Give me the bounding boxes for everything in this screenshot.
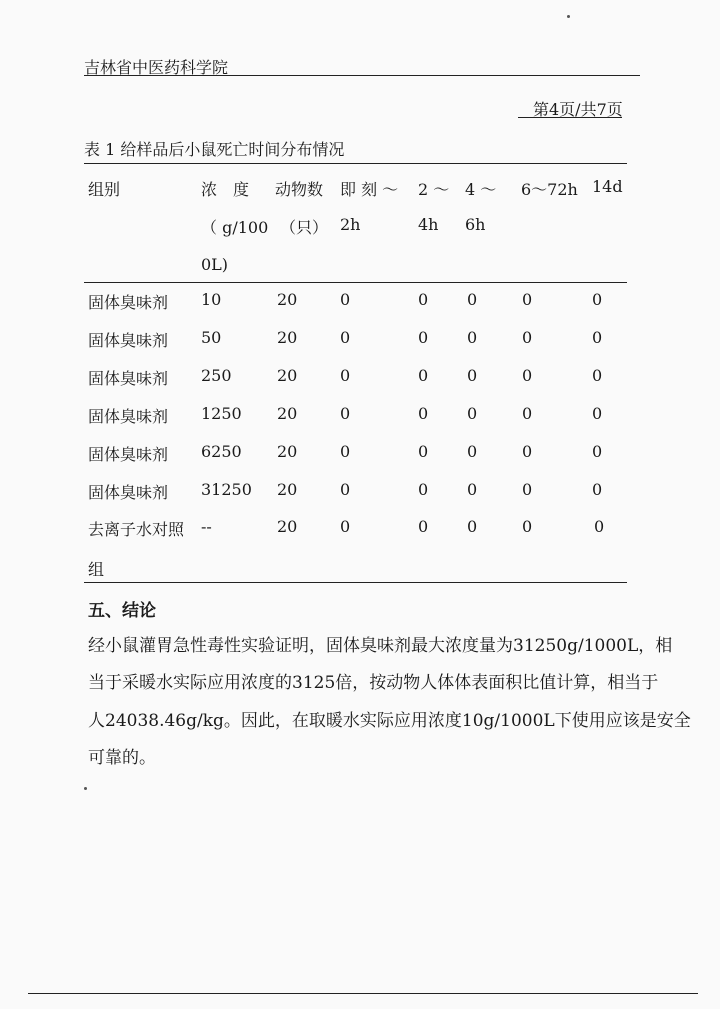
cell-animals: 20 [277, 404, 298, 423]
cell-t4: 0 [522, 480, 533, 499]
header-time-0-2h: 即 刻 ～ [340, 180, 399, 199]
organization-header: 吉林省中医药科学院 [84, 58, 229, 77]
cell-animals: 20 [277, 366, 298, 385]
page-number-rule [518, 117, 622, 118]
table-row [0, 290, 720, 320]
cell-t5: 0 [592, 366, 603, 385]
table-bottom-rule [84, 582, 627, 583]
cell-animals: 20 [277, 442, 298, 461]
cell-conc: 1250 [201, 404, 242, 423]
cell-t2: 0 [418, 442, 429, 461]
header-group: 组别 [88, 180, 121, 199]
cell-animals: 20 [277, 328, 298, 347]
cell-t5: 0 [592, 290, 603, 309]
page-number: 第4页/共7页 [533, 100, 623, 119]
cell-group: 固体臭味剂 [88, 407, 169, 426]
cell-t5: 0 [592, 328, 603, 347]
header-rule [84, 75, 640, 76]
cell-t4: 0 [522, 404, 533, 423]
cell-t2: 0 [418, 328, 429, 347]
table-caption: 表 1 给样品后小鼠死亡时间分布情况 [84, 140, 345, 159]
cell-t4: 0 [522, 442, 533, 461]
cell-t4: 0 [522, 328, 533, 347]
cell-group-cont: 组 [88, 560, 105, 579]
cell-t3: 0 [467, 442, 478, 461]
table-row [0, 404, 720, 434]
cell-t4: 0 [522, 366, 533, 385]
cell-animals: 20 [277, 517, 298, 536]
header-time-4-6h-unit: 6h [465, 215, 486, 234]
cell-t3: 0 [467, 328, 478, 347]
table-top-rule [84, 163, 627, 164]
header-time-0-2h-unit: 2h [340, 215, 361, 234]
table-header-rule [84, 282, 627, 283]
cell-group: 去离子水对照 [88, 520, 185, 539]
cell-t2: 0 [418, 404, 429, 423]
footer-rule [28, 993, 698, 994]
cell-conc: -- [201, 517, 212, 536]
conclusion-line-1: 经小鼠灌胃急性毒性实验证明，固体臭味剂最大浓度量为31250g/1000L，相 [88, 636, 673, 656]
header-animals-unit: （只） [280, 218, 329, 237]
conclusion-line-2: 当于采暖水实际应用浓度的3125倍，按动物人体体表面积比值计算，相当于 [88, 673, 659, 693]
cell-t5: 0 [592, 404, 603, 423]
cell-t2: 0 [418, 480, 429, 499]
cell-group: 固体臭味剂 [88, 331, 169, 350]
header-conc-unit-cont: 0L) [201, 255, 229, 274]
cell-t5: 0 [594, 517, 605, 536]
cell-t1: 0 [340, 328, 351, 347]
table-row [0, 480, 720, 510]
header-conc-unit: （ g/100 [201, 218, 269, 237]
cell-t3: 0 [467, 404, 478, 423]
cell-animals: 20 [277, 290, 298, 309]
section-title-conclusion: 五、结论 [88, 601, 156, 621]
cell-t1: 0 [340, 404, 351, 423]
cell-t4: 0 [522, 290, 533, 309]
cell-t3: 0 [467, 480, 478, 499]
cell-group: 固体臭味剂 [88, 369, 169, 388]
table-row [0, 328, 720, 358]
cell-conc: 250 [201, 366, 232, 385]
cell-group: 固体臭味剂 [88, 293, 169, 312]
scan-speck [84, 787, 87, 790]
cell-t1: 0 [340, 480, 351, 499]
conclusion-line-4: 可靠的。 [88, 748, 156, 768]
cell-t5: 0 [592, 442, 603, 461]
cell-t3: 0 [467, 290, 478, 309]
cell-t2: 0 [418, 290, 429, 309]
conclusion-line-3: 人24038.46g/kg。因此，在取暖水实际应用浓度10g/1000L下使用应该是安全 [88, 711, 691, 731]
scan-speck [567, 15, 570, 18]
cell-t2: 0 [418, 366, 429, 385]
cell-t1: 0 [340, 442, 351, 461]
cell-t1: 0 [340, 517, 351, 536]
cell-conc: 6250 [201, 442, 242, 461]
cell-animals: 20 [277, 480, 298, 499]
cell-t2: 0 [418, 517, 429, 536]
cell-group: 固体臭味剂 [88, 483, 169, 502]
header-time-4-6h: 4 ～ [465, 180, 497, 199]
cell-t1: 0 [340, 366, 351, 385]
cell-t5: 0 [592, 480, 603, 499]
header-time-14d: 14d [592, 177, 623, 196]
cell-t3: 0 [467, 517, 478, 536]
cell-t3: 0 [467, 366, 478, 385]
table-row [0, 442, 720, 472]
header-animals: 动物数 [275, 180, 324, 199]
header-time-2-4h-unit: 4h [418, 215, 439, 234]
header-time-6-72h: 6～72h [521, 180, 578, 199]
header-conc: 浓 度 [201, 180, 250, 199]
cell-t4: 0 [522, 517, 533, 536]
cell-conc: 50 [201, 328, 222, 347]
cell-conc: 10 [201, 290, 222, 309]
cell-t1: 0 [340, 290, 351, 309]
table-row [0, 366, 720, 396]
cell-conc: 31250 [201, 480, 252, 499]
table-row-control [0, 517, 720, 577]
cell-group: 固体臭味剂 [88, 445, 169, 464]
header-time-2-4h: 2 ～ [418, 180, 450, 199]
